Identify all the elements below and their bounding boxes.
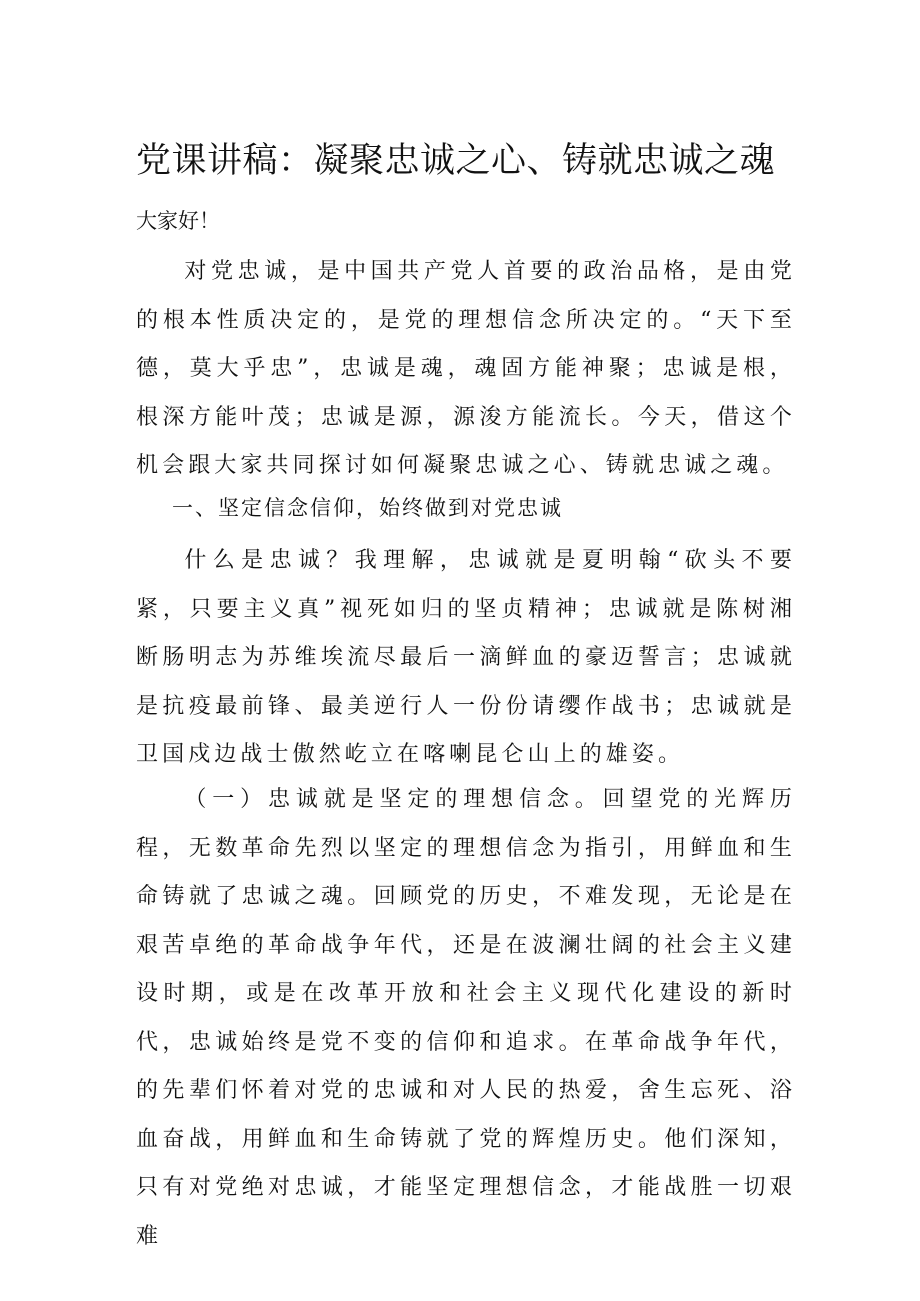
document-title: 党课讲稿：凝聚忠诚之心、铸就忠诚之魂 bbox=[136, 141, 776, 181]
paragraph-loyalty-definition: 什么是忠诚？我理解，忠诚就是夏明翰“砍头不要紧，只要主义真”视死如归的坚贞精神；忠诚就是陈树湘断肠明志为苏维埃流尽最后一滴鲜血的豪迈誓言；忠诚就是抗疫最前锋、最美逆行人一份份请缨作战书；忠诚就是卫国戍边战士傲然屹立在喀喇昆仑山上的雄姿。 bbox=[136, 548, 796, 767]
paragraph-subsection-one: （一）忠诚就是坚定的理想信念。回望党的光辉历程，无数革命先烈以坚定的理想信念为指引，用鲜血和生命铸就了忠诚之魂。回顾党的历史，不难发现，无论是在艰苦卓绝的革命战争年代，还是在波澜壮阔的社会主义建设时期，或是在改革开放和社会主义现代化建设的新时代，忠诚始终是党不变的信仰和追求。在革命战争年代，的先辈们怀着对党的忠诚和对人民的热爱，舍生忘死、浴血奋战，用鲜血和生命铸就了党的辉煌历史。他们深知，只有对党绝对忠诚，才能坚定理想信念，才能战胜一切艰难 bbox=[136, 787, 796, 1249]
paragraph-intro: 对党忠诚，是中国共产党人首要的政治品格，是由党的根本性质决定的，是党的理想信念所决定的。“天下至德，莫大乎忠”，忠诚是魂，魂固方能神聚；忠诚是根，根深方能叶茂；忠诚是源，源浚方能流长。今天，借这个机会跟大家共同探讨如何凝聚忠诚之心、铸就忠诚之魂。 bbox=[136, 259, 796, 478]
greeting: 大家好！ bbox=[136, 209, 220, 233]
section-heading: 一、坚定信念信仰，始终做到对党忠诚 bbox=[172, 496, 563, 520]
